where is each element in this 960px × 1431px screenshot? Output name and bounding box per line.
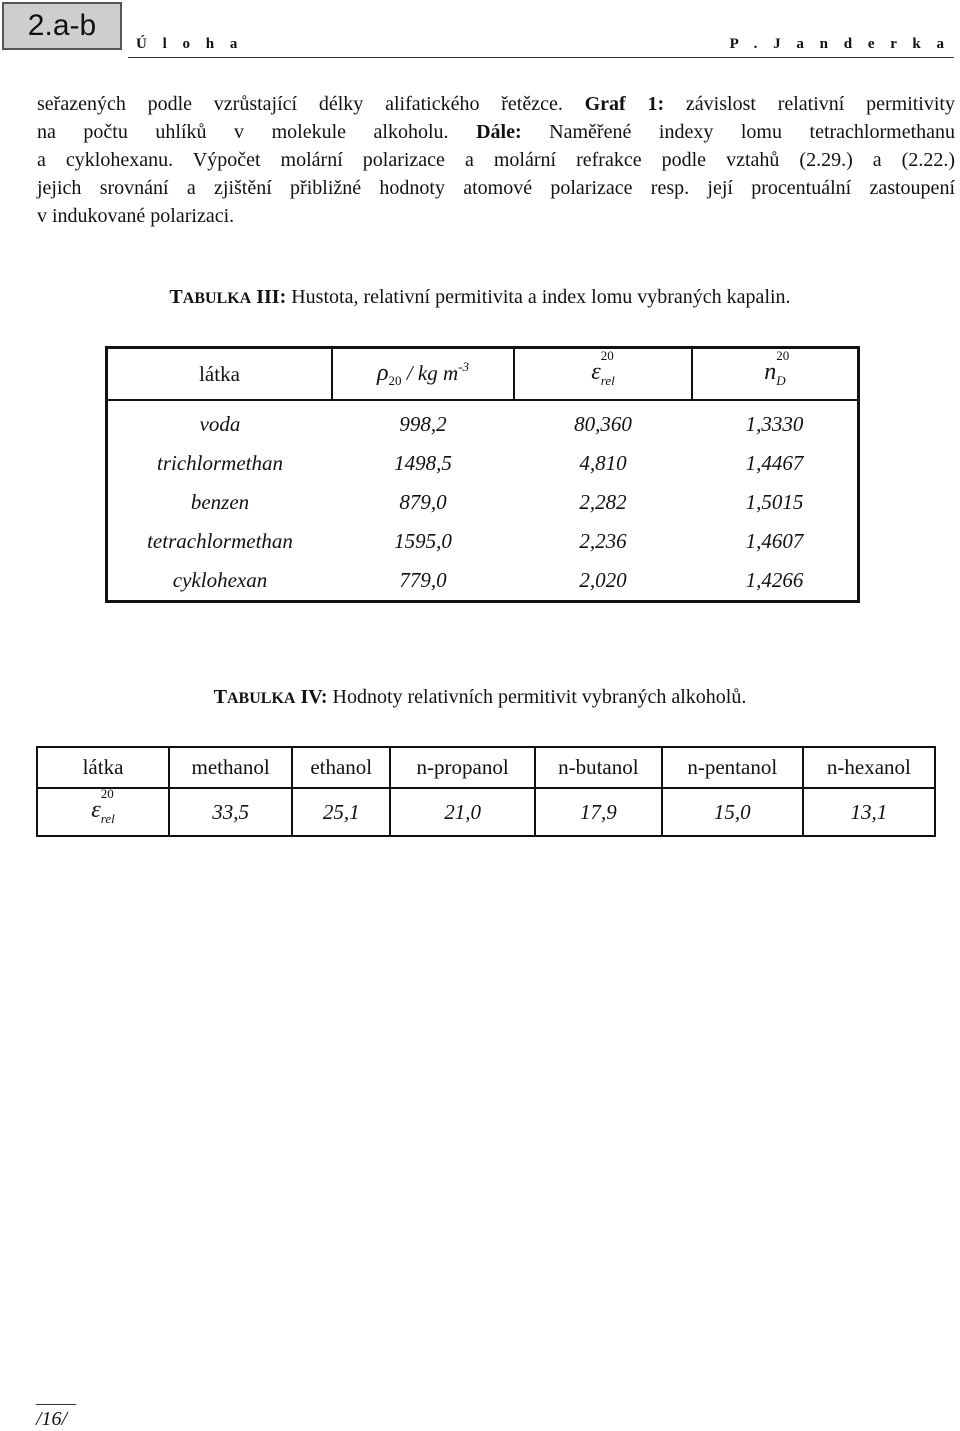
n-subscript: D [776,373,786,388]
epsilon-subscript: rel [100,811,115,826]
caption-number: III: [251,286,287,308]
epsilon-indices [100,786,115,827]
epsilon-subscript: rel [600,373,615,388]
caption-number: IV: [295,686,328,708]
table4-caption-label [213,686,328,708]
paragraph-text: závislost relativní permitivity [664,93,955,115]
caption-text: Hodnoty relativních permitivit vybraných alkoholů. [327,686,747,708]
paragraph-text: seřazených podle vzrůstající délky alifatického řetězce. [37,93,585,115]
caption-initial: T [169,286,183,308]
table4-header-methanol: methanol [169,747,292,788]
n-indices [776,348,790,389]
table3-cell-name: cyklohexan [172,568,268,592]
table4-cell-value: 13,1 [803,788,935,836]
table3-cell-permittivity: 4,810 [579,451,627,475]
table3-cell-density: 1595,0 [394,529,452,553]
table-row [107,483,859,522]
page-number: /16/ [36,1408,68,1430]
table3-cell-permittivity: 2,282 [579,490,627,514]
table4-header-n-hexanol: n-hexanol [803,747,935,788]
table4-header-substance: látka [37,747,169,788]
header-title: Ú l o h a [136,36,244,52]
epsilon-symbol: ε [591,359,601,385]
paragraph-line-4: jejich srovnání a zjištění přibližné hodnoty atomové polarizace resp. její procentuální zastoupení [37,177,955,199]
header-author: P . J a n d e r k a [729,36,950,52]
epsilon-indices [600,348,615,389]
table3-cell-permittivity: 80,360 [574,412,632,436]
table3-header-permittivity [514,348,692,401]
table3-header-row [107,348,859,401]
table3-cell-refractive-index: 1,5015 [745,490,804,514]
table3-cell-name: trichlormethan [157,451,283,475]
table3-cell-density: 879,0 [399,490,447,514]
table3-cell-refractive-index: 1,4607 [745,529,804,553]
table4-cell-value: 33,5 [169,788,292,836]
table-row [107,444,859,483]
table3-header-substance: látka [107,348,333,401]
table4-cell-value: 21,0 [390,788,535,836]
intro-paragraph [37,90,955,230]
paragraph-bold-graf: Graf 1: [584,93,665,115]
table4-row-label [37,788,169,836]
epsilon-superscript: 20 [600,348,614,363]
table3-header-density [332,348,514,401]
n-symbol: n [764,359,777,385]
table3-cell-name: benzen [190,490,250,514]
table-row [107,522,859,561]
paragraph-line-5: v indukované polarizaci. [37,205,235,227]
table4-cell-value: 17,9 [535,788,662,836]
paragraph-line-2 [37,118,955,146]
table3-cell-name: voda [199,412,241,436]
table3-cell-density: 779,0 [399,568,447,592]
section-tag-label: 2.a-b [27,9,97,42]
table3-cell-refractive-index: 1,4266 [745,568,804,592]
table3-caption-label [169,286,287,308]
table3-caption [0,286,960,309]
table3-cell-density: 998,2 [399,412,447,436]
epsilon-superscript: 20 [100,786,114,801]
table3-cell-refractive-index: 1,4467 [745,451,804,475]
paragraph-text: Naměřené indexy lomu tetrachlormethanu [521,121,956,143]
table3-cell-permittivity: 2,020 [579,568,627,592]
rho-exponent: -3 [458,359,469,374]
caption-smallcaps: ABULKA [182,290,252,307]
table4-values-row [37,788,935,836]
table3-cell-density: 1498,5 [394,451,452,475]
rho-symbol: ρ [377,360,389,386]
table4-header-ethanol: ethanol [292,747,390,788]
section-tag [2,2,122,50]
footer-rule [36,1404,76,1405]
caption-smallcaps: ABULKA [227,690,296,707]
table3 [105,346,860,603]
table4-header-n-pentanol: n-pentanol [662,747,803,788]
table4-header-n-propanol: n-propanol [390,747,535,788]
table3-cell-refractive-index: 1,3330 [745,412,804,436]
paragraph-line-3: a cyklohexanu. Výpočet molární polarizace a molární refrakce podle vztahů (2.29.) a (2.22.) [37,149,955,171]
table-row [107,561,859,602]
table4-cell-value: 15,0 [662,788,803,836]
table-row [107,400,859,444]
table3-header-refractive-index [692,348,859,401]
table3-cell-name: tetrachlormethan [147,529,293,553]
paragraph-bold-dale: Dále: [476,121,522,143]
paragraph-line-1 [37,90,955,118]
rho-subscript: 20 [388,373,402,388]
paragraph-text: na počtu uhlíků v molekule alkoholu. [37,121,477,143]
n-superscript: 20 [776,348,790,363]
header-rule [128,57,954,58]
table4-cell-value: 25,1 [292,788,390,836]
table4 [36,746,936,837]
table4-header-row [37,747,935,788]
table4-header-n-butanol: n-butanol [535,747,662,788]
rho-unit: / kg m [401,361,459,385]
caption-initial: T [213,686,227,708]
caption-text: Hustota, relativní permitivita a index lomu vybraných kapalin. [286,286,791,308]
table4-caption [0,686,960,709]
table3-cell-permittivity: 2,236 [579,529,627,553]
epsilon-symbol: ε [91,797,101,823]
